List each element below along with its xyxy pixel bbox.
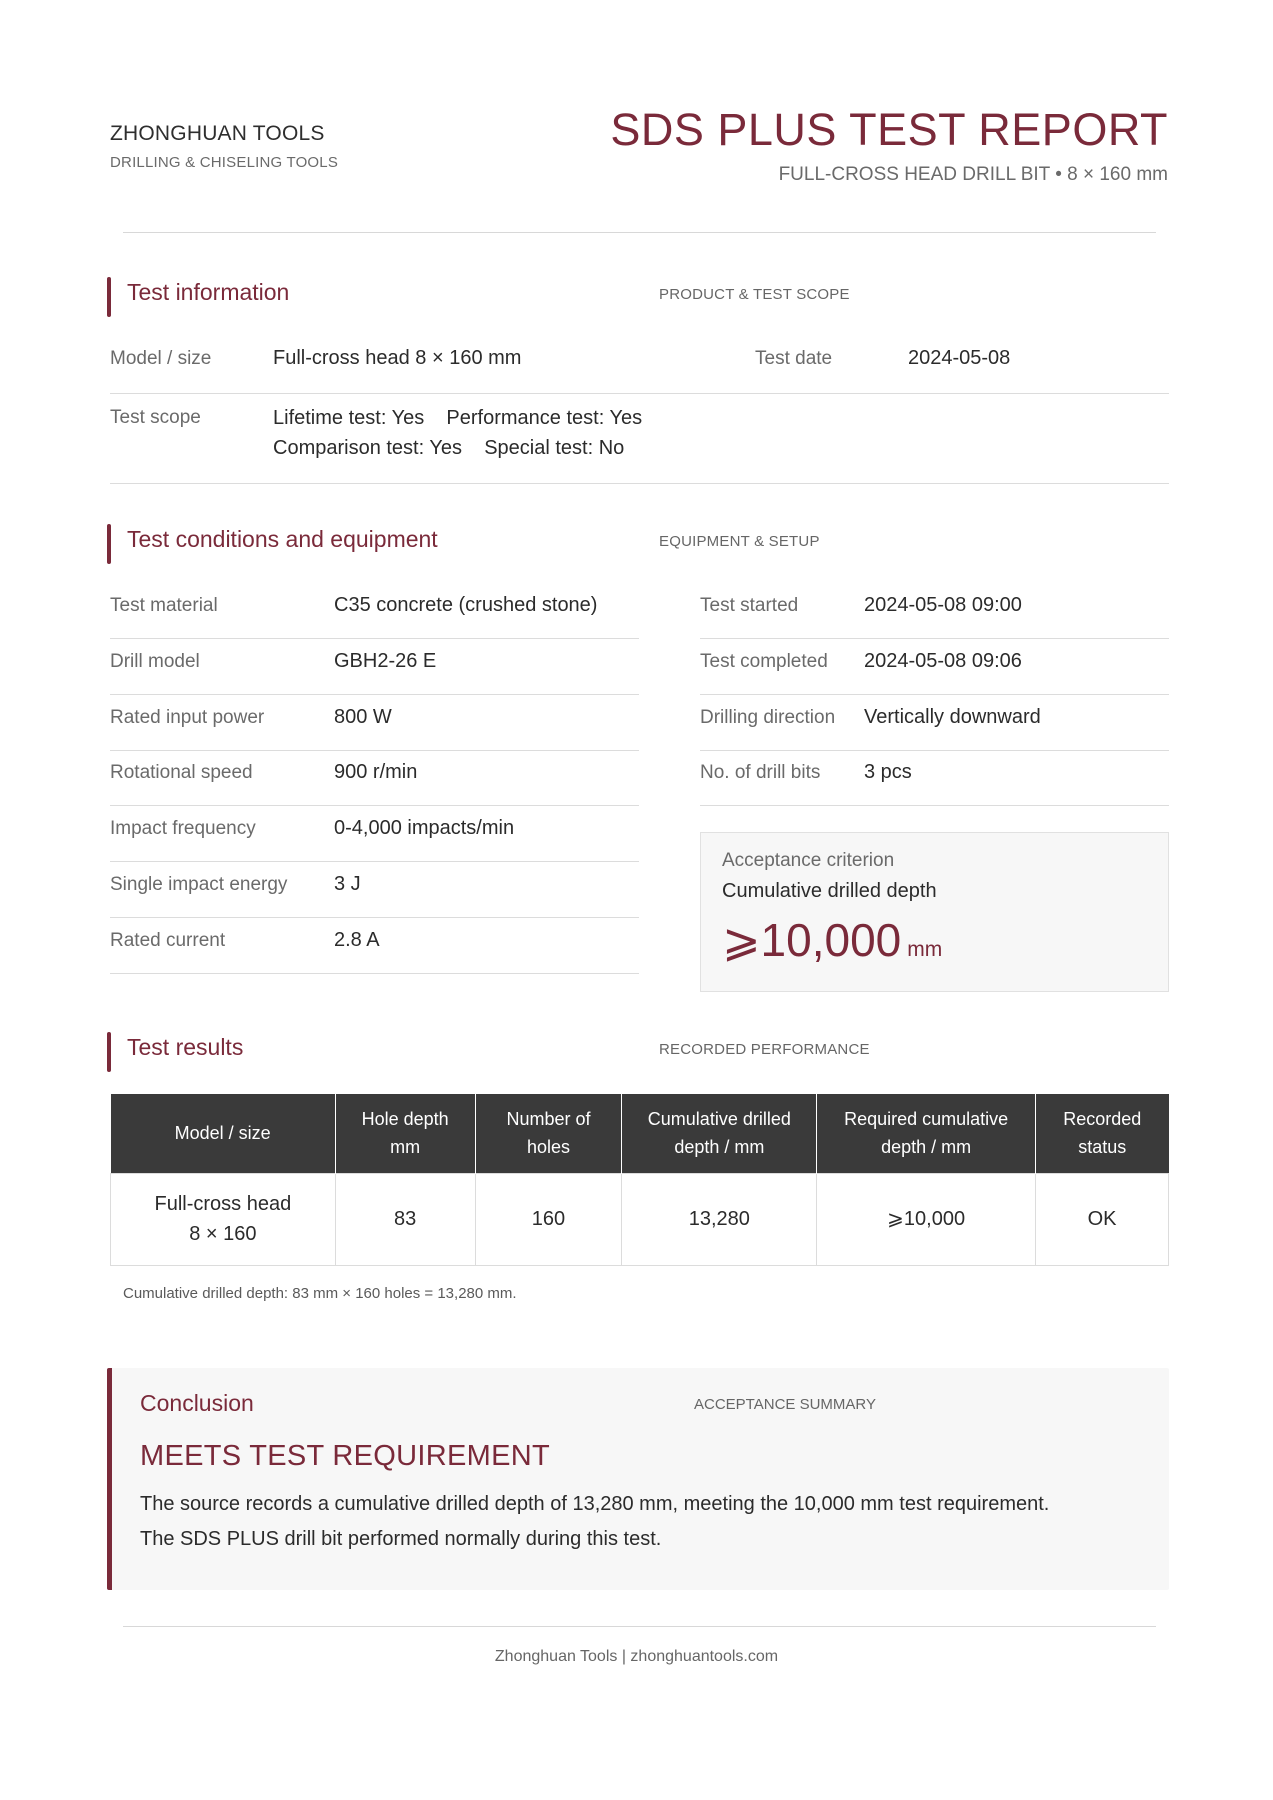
cell-model	[111, 1173, 336, 1265]
cell-cumulative-depth: 13,280	[622, 1173, 817, 1265]
row-divider	[700, 638, 1169, 639]
test-scope-label: Test scope	[110, 407, 201, 428]
results-table	[110, 1094, 1169, 1266]
model-label: Model / size	[110, 348, 212, 369]
condition-label: Drill model	[110, 651, 200, 672]
condition-label: Rotational speed	[110, 762, 253, 783]
row-divider	[700, 750, 1169, 751]
acceptance-number: ⩾10,000	[722, 914, 902, 966]
cell-required-depth: ⩾10,000	[817, 1173, 1036, 1265]
row-divider	[110, 917, 639, 918]
results-footnote: Cumulative drilled depth: 83 mm × 160 holes = 13,280 mm.	[123, 1285, 517, 1302]
condition-label: Test started	[700, 595, 799, 616]
conclusion-panel	[107, 1368, 1169, 1590]
column-header-line: Number of	[506, 1109, 591, 1130]
conclusion-line1: The source records a cumulative drilled depth of 13,280 mm, meeting the 10,000 mm test requirement.	[140, 1493, 1050, 1515]
condition-label: Single impact energy	[110, 874, 288, 895]
column-header	[1036, 1094, 1169, 1173]
section-tag: PRODUCT & TEST SCOPE	[659, 286, 850, 303]
footer-divider	[123, 1626, 1156, 1627]
results-header-row	[111, 1094, 1169, 1173]
section-bar	[107, 1032, 111, 1072]
column-header	[622, 1094, 817, 1173]
row-divider	[110, 973, 639, 974]
cell-holes: 160	[475, 1173, 622, 1265]
condition-value: 2024-05-08 09:00	[864, 594, 1022, 616]
conclusion-status: MEETS TEST REQUIREMENT	[140, 1440, 550, 1472]
acceptance-label: Acceptance criterion	[722, 850, 895, 871]
header-divider	[123, 232, 1156, 233]
brand-subtitle: DRILLING & CHISELING TOOLS	[110, 154, 339, 171]
acceptance-criterion-box	[700, 832, 1169, 992]
report-subtitle: FULL-CROSS HEAD DRILL BIT • 8 × 160 mm	[778, 164, 1168, 185]
column-header-line: Model / size	[174, 1123, 271, 1144]
section-tag: RECORDED PERFORMANCE	[659, 1041, 870, 1058]
condition-value: 2.8 A	[334, 929, 380, 951]
row-divider	[110, 638, 639, 639]
condition-label: Test material	[110, 595, 218, 616]
row-divider	[700, 694, 1169, 695]
column-header-line: holes	[526, 1137, 570, 1158]
condition-value: 900 r/min	[334, 761, 418, 783]
acceptance-unit: mm	[907, 938, 943, 961]
section-bar	[107, 277, 111, 317]
cell-model-line1: Full-cross head	[154, 1193, 292, 1215]
conclusion-title: Conclusion	[140, 1390, 254, 1416]
column-header	[475, 1094, 622, 1173]
condition-value: 2024-05-08 09:06	[864, 650, 1022, 672]
condition-value: GBH2-26 E	[334, 650, 437, 672]
section-title-test-conditions: Test conditions and equipment	[127, 526, 438, 552]
row-divider	[110, 483, 1169, 484]
column-header-line: status	[1078, 1137, 1127, 1158]
condition-value: C35 concrete (crushed stone)	[334, 594, 598, 616]
cell-status: OK	[1036, 1173, 1169, 1265]
column-header-line: Recorded	[1063, 1109, 1142, 1130]
column-header	[817, 1094, 1036, 1173]
condition-value: 3 pcs	[864, 761, 912, 783]
acceptance-value	[722, 913, 942, 967]
brand-name: ZHONGHUAN TOOLS	[110, 122, 325, 145]
row-divider	[110, 393, 1169, 394]
condition-label: Rated input power	[110, 707, 265, 728]
test-date-label: Test date	[755, 348, 833, 369]
conclusion-line2: The SDS PLUS drill bit performed normally during this test.	[140, 1528, 662, 1550]
condition-label: No. of drill bits	[700, 762, 821, 783]
row-divider	[110, 694, 639, 695]
row-divider	[700, 805, 1169, 806]
section-tag: EQUIPMENT & SETUP	[659, 533, 820, 550]
report-title: SDS PLUS TEST REPORT	[610, 104, 1168, 155]
condition-value: 800 W	[334, 706, 392, 728]
cell-hole-depth: 83	[335, 1173, 475, 1265]
condition-value: 0-4,000 impacts/min	[334, 817, 515, 839]
conclusion-tag: ACCEPTANCE SUMMARY	[694, 1396, 876, 1413]
row-divider	[110, 750, 639, 751]
condition-value: 3 J	[334, 873, 361, 895]
column-header-line: Cumulative drilled	[647, 1109, 791, 1130]
condition-label: Impact frequency	[110, 818, 256, 839]
row-divider	[110, 861, 639, 862]
column-header	[335, 1094, 475, 1173]
section-title-test-results: Test results	[127, 1034, 244, 1060]
test-scope-line1: Lifetime test: Yes Performance test: Yes	[273, 407, 643, 429]
section-bar	[107, 524, 111, 564]
model-value: Full-cross head 8 × 160 mm	[273, 347, 522, 369]
column-header-line: Required cumulative	[844, 1109, 1009, 1130]
column-header-line: mm	[390, 1137, 421, 1158]
test-date-value: 2024-05-08	[908, 347, 1011, 369]
condition-value: Vertically downward	[864, 706, 1041, 728]
cell-model-line2: 8 × 160	[189, 1223, 257, 1245]
acceptance-metric: Cumulative drilled depth	[722, 880, 937, 902]
column-header	[111, 1094, 336, 1173]
condition-label: Drilling direction	[700, 707, 836, 728]
condition-label: Test completed	[700, 651, 828, 672]
condition-label: Rated current	[110, 930, 226, 951]
row-divider	[110, 805, 639, 806]
column-header-line: Hole depth	[361, 1109, 449, 1130]
test-scope-line2: Comparison test: Yes Special test: No	[273, 437, 625, 459]
section-title-test-information: Test information	[127, 279, 290, 305]
column-header-line: depth / mm	[674, 1137, 765, 1158]
footer-text: Zhonghuan Tools | zhonghuantools.com	[494, 1648, 779, 1665]
column-header-line: depth / mm	[881, 1137, 972, 1158]
table-row	[111, 1173, 1169, 1265]
